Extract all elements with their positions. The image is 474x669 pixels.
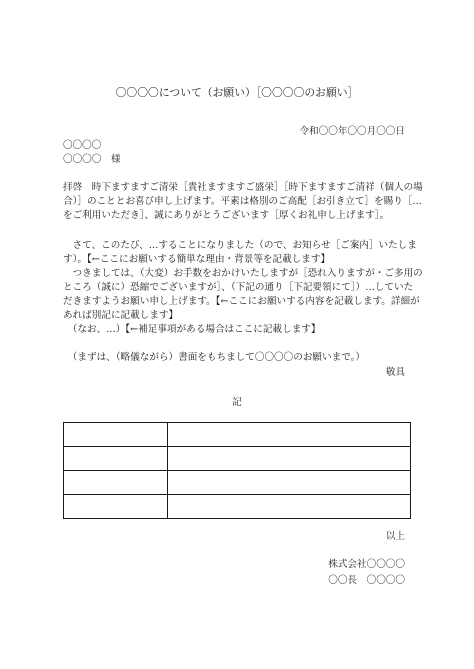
body-line: さて、このたび、…することになりました（ので、お知らせ［ご案内］いたしま xyxy=(63,240,417,251)
sender-person: 〇〇長 〇〇〇〇 xyxy=(328,575,405,586)
table-cell xyxy=(64,495,168,519)
closing-word: 敬具 xyxy=(385,367,405,378)
table-row xyxy=(64,471,411,495)
table-cell xyxy=(168,495,411,519)
table-cell xyxy=(64,423,168,447)
table-cell xyxy=(168,471,411,495)
table-row xyxy=(64,423,411,447)
document-title: 〇〇〇〇について（お願い）［〇〇〇〇のお願い］ xyxy=(115,86,359,99)
table-row xyxy=(64,495,411,519)
body-line: だきますようお願い申し上げます。【←ここにお願いする内容を記載します。詳細が xyxy=(63,296,420,307)
body-line: つきましては、（大変）お手数をおかけいたしますが［恐れ入りますが・ご多用の xyxy=(63,268,423,279)
table-cell xyxy=(64,471,168,495)
body-line: ところ（誠に）恐縮でございますが］、（下記の通り［下記要領にて］）…していた xyxy=(63,282,414,293)
document-date: 令和〇〇年〇〇月〇〇日 xyxy=(299,126,405,137)
sender-company: 株式会社〇〇〇〇 xyxy=(328,559,405,570)
table-cell xyxy=(168,423,411,447)
body-line: す）。【←ここにお願いする簡単な理由・背景等を記載します】 xyxy=(63,254,331,265)
recipient-line-1: 〇〇〇〇 xyxy=(63,140,102,151)
closing-sentence: （まずは、（略儀ながら）書面をもちまして〇〇〇〇のお願いまで。） xyxy=(63,352,366,363)
table-row xyxy=(64,447,411,471)
ki-heading: 記 xyxy=(232,397,242,408)
greeting-line: 合）］のこととお喜び申し上げます。平素は格別のご高配［お引き立て］を賜り［… xyxy=(63,196,422,207)
body-line: （なお、…）【←補足事項がある場合はここに記載します】 xyxy=(63,324,321,335)
greeting-line: 拝啓 時下ますますご清栄［貴社ますますご盛栄］［時下ますますご清祥（個人の場 xyxy=(63,182,423,193)
table-cell xyxy=(168,447,411,471)
body-line: あれば別記に記載します】 xyxy=(63,310,179,321)
details-table xyxy=(63,422,411,519)
ijo-closing: 以上 xyxy=(385,531,405,542)
greeting-line: をご利用いただき］、誠にありがとうございます［厚くお礼申し上げます］。 xyxy=(63,210,390,221)
table-cell xyxy=(64,447,168,471)
recipient-line-2: 〇〇〇〇 様 xyxy=(63,154,121,165)
